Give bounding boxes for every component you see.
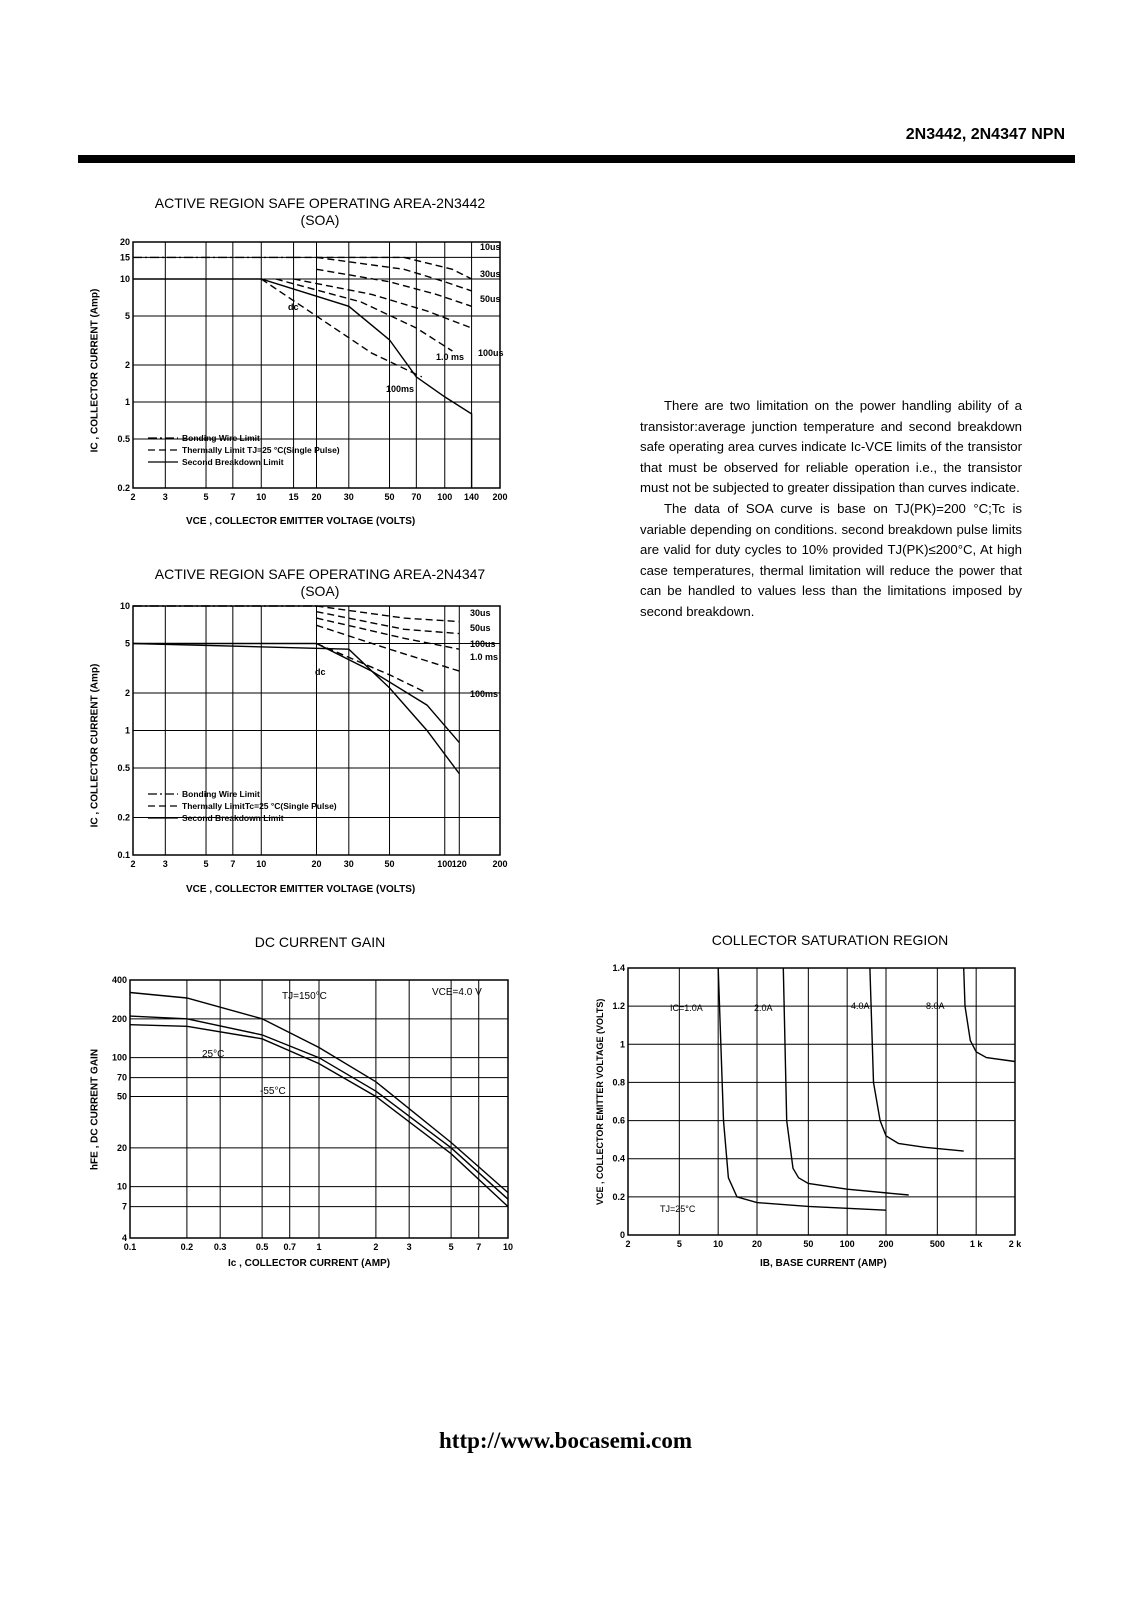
chart1-legend xyxy=(148,433,340,467)
x-tick-label: 10 xyxy=(256,492,267,502)
curve-annotation: TJ=150°C xyxy=(282,991,327,1002)
y-tick-label: 1.4 xyxy=(612,963,625,973)
y-tick-label: 4 xyxy=(121,1233,127,1243)
series-label: 8.0A xyxy=(926,1001,945,1011)
x-tick-label: 3 xyxy=(406,1242,412,1252)
legend-label: Thermally LimitTc=25 °C(Single Pulse) xyxy=(182,801,337,811)
chart1-xlabel: VCE , COLLECTOR EMITTER VOLTAGE (VOLTS) xyxy=(186,516,416,527)
y-tick-label: 10 xyxy=(119,601,130,611)
description-paragraph-1: There are two limitation on the power handling ability of a transistor:average junction temperature and second breakdown safe operating area curves indicate Ic-VCE limits of the transistor that must be observed for reliable operation i.e., the transistor must not be subjected to greater dissipation than curves indicate. xyxy=(640,398,1022,496)
x-tick-label: 100 xyxy=(839,1239,855,1249)
chart1-subtitle: (SOA) xyxy=(300,212,340,228)
series-line xyxy=(317,644,428,694)
curve-annotation: dc xyxy=(315,667,326,677)
legend-label: Thermally Limit TJ=25 °C(Single Pulse) xyxy=(182,445,340,455)
x-tick-label: 2 xyxy=(625,1239,631,1249)
curve-annotation: 25°C xyxy=(202,1049,225,1060)
y-tick-label: 20 xyxy=(116,1142,127,1153)
series-line xyxy=(261,279,422,377)
x-tick-label: 5 xyxy=(203,492,209,502)
x-tick-label: 5 xyxy=(203,859,209,869)
curve-annotation: dc xyxy=(288,302,299,312)
curve-annotation: 50us xyxy=(470,623,491,633)
x-tick-label: 30 xyxy=(343,492,354,502)
curve-annotation: 1.0 ms xyxy=(436,352,465,362)
series-line xyxy=(276,279,453,351)
chart1 xyxy=(117,237,507,502)
x-tick-label: 50 xyxy=(384,492,395,502)
y-tick-label: 200 xyxy=(111,1013,127,1024)
x-tick-label: 7 xyxy=(230,859,236,869)
x-tick-label: 1 k xyxy=(969,1239,983,1249)
y-tick-label: 1.2 xyxy=(612,1001,625,1012)
y-tick-label: 0.2 xyxy=(117,812,130,823)
y-tick-label: 0.1 xyxy=(117,850,130,860)
x-tick-label: 10 xyxy=(256,859,267,869)
legend-label: Bonding Wire Limit xyxy=(182,789,260,799)
x-tick-label: 20 xyxy=(311,859,322,869)
x-tick-label: 3 xyxy=(162,859,168,869)
y-tick-label: 100 xyxy=(111,1052,127,1063)
x-tick-label: 20 xyxy=(311,492,322,502)
x-tick-label: 50 xyxy=(803,1239,814,1249)
x-tick-label: 0.7 xyxy=(283,1242,296,1252)
curve-annotation: TJ=25°C xyxy=(660,1204,696,1214)
y-tick-label: 0.6 xyxy=(612,1115,625,1126)
x-tick-label: 0.1 xyxy=(123,1242,137,1252)
curve-annotation: 100ms xyxy=(470,689,499,699)
x-tick-label: 3 xyxy=(162,492,168,502)
x-tick-label: 200 xyxy=(878,1239,894,1249)
y-tick-label: 10 xyxy=(119,274,130,285)
x-tick-label: 500 xyxy=(929,1239,945,1249)
y-tick-label: 2 xyxy=(124,360,130,370)
chart2-ylabel: IC , COLLECTOR CURRENT (Amp) xyxy=(89,663,101,828)
legend-label: Bonding Wire Limit xyxy=(182,433,260,443)
x-tick-label: 30 xyxy=(343,859,354,869)
x-tick-label: 120 xyxy=(451,859,467,869)
curve-annotation: 100ms xyxy=(386,384,415,394)
curve-annotation: 30us xyxy=(480,269,501,279)
x-tick-label: 200 xyxy=(492,859,508,869)
x-tick-label: 100 xyxy=(437,859,453,869)
series-line xyxy=(317,257,472,291)
y-tick-label: 0.8 xyxy=(612,1077,625,1088)
series-line xyxy=(317,618,460,649)
chart4-ylabel: VCE , COLLECTOR EMITTER VOLTAGE (VOLTS) xyxy=(595,998,605,1205)
chart3-title: DC CURRENT GAIN xyxy=(254,934,386,950)
description-paragraph-2: The data of SOA curve is base on TJ(PK)=200 °C;Tc is variable depending on conditions. second breakdown pulse limits are valid for duty cycles to 10% provided TJ(PK)≤200°C, At high case temperatures, thermal limitation will reduce the power that can be handled to values less than the limitations imposed by second breakdown. xyxy=(640,500,1022,619)
series-label: 4.0A xyxy=(851,1001,870,1011)
series-line xyxy=(133,644,459,774)
x-tick-label: 140 xyxy=(464,492,480,502)
curve-annotation: 30us xyxy=(470,608,491,618)
y-tick-label: 1 xyxy=(124,725,130,736)
x-tick-label: 2 xyxy=(130,859,136,869)
x-tick-label: 2 xyxy=(373,1242,379,1252)
x-tick-label: 7 xyxy=(230,492,236,502)
x-tick-label: 15 xyxy=(288,492,299,502)
x-tick-label: 0.5 xyxy=(255,1242,269,1252)
x-tick-label: 2 xyxy=(130,492,136,502)
y-tick-label: 7 xyxy=(121,1201,127,1212)
x-tick-label: 50 xyxy=(384,859,395,869)
x-tick-label: 70 xyxy=(411,492,422,502)
y-tick-label: 1 xyxy=(619,1039,625,1050)
series-label: IC=1.0A xyxy=(670,1003,703,1013)
legend-label: Second Breakdown Limit xyxy=(182,457,284,467)
curve-annotation: 10us xyxy=(480,242,501,252)
series-line xyxy=(317,606,460,622)
series-line xyxy=(783,968,908,1195)
y-tick-label: 0.2 xyxy=(612,1191,625,1202)
curve-annotation: 100us xyxy=(478,348,504,358)
curve-annotation: 100us xyxy=(470,639,496,649)
y-tick-label: 1 xyxy=(124,397,130,408)
chart3-xlabel: Ic , COLLECTOR CURRENT (AMP) xyxy=(228,1258,391,1269)
y-tick-label: 50 xyxy=(116,1091,127,1102)
legend-label: Second Breakdown Limit xyxy=(182,813,284,823)
y-tick-label: 5 xyxy=(124,311,130,322)
x-tick-label: 0.2 xyxy=(180,1242,194,1252)
y-tick-label: 15 xyxy=(119,252,130,263)
y-tick-label: 20 xyxy=(119,237,130,247)
y-tick-label: 2 xyxy=(124,688,130,699)
curve-annotation: -55°C xyxy=(260,1086,286,1097)
x-tick-label: 20 xyxy=(751,1239,763,1249)
y-tick-label: 10 xyxy=(116,1181,127,1192)
curve-annotation: VCE=4.0 V xyxy=(432,987,482,998)
x-tick-label: 5 xyxy=(448,1242,454,1252)
chart4 xyxy=(612,963,1022,1249)
x-tick-label: 7 xyxy=(476,1242,482,1252)
x-tick-label: 10 xyxy=(713,1239,724,1249)
curve-annotation: 1.0 ms xyxy=(470,652,499,662)
chart3-ylabel: hFE , DC CURRENT GAIN xyxy=(89,1048,101,1171)
y-tick-label: 0.4 xyxy=(612,1153,625,1164)
series-label: 2.0A xyxy=(754,1003,773,1013)
chart2-xlabel: VCE , COLLECTOR EMITTER VOLTAGE (VOLTS) xyxy=(186,884,416,895)
footer-url[interactable]: http://www.bocasemi.com xyxy=(439,1428,692,1453)
chart1-title: ACTIVE REGION SAFE OPERATING AREA-2N3442 xyxy=(154,195,486,211)
header-part-numbers: 2N3442, 2N4347 NPN xyxy=(905,126,1065,143)
x-tick-label: 1 xyxy=(316,1242,322,1252)
y-tick-label: 70 xyxy=(116,1072,127,1083)
chart2-subtitle: (SOA) xyxy=(300,583,340,599)
chart1-ylabel: IC , COLLECTOR CURRENT (Amp) xyxy=(89,288,101,453)
y-tick-label: 0.5 xyxy=(117,434,130,445)
x-tick-label: 5 xyxy=(676,1239,682,1249)
y-tick-label: 0 xyxy=(619,1230,625,1240)
curve-annotation: 50us xyxy=(480,294,501,304)
y-tick-label: 5 xyxy=(124,638,130,649)
x-tick-label: 10 xyxy=(502,1242,514,1252)
x-tick-label: 200 xyxy=(492,492,508,502)
x-tick-label: 0.3 xyxy=(213,1242,227,1252)
series-line xyxy=(964,968,1015,1062)
chart4-title: COLLECTOR SATURATION REGION xyxy=(711,932,949,948)
chart2 xyxy=(117,601,507,869)
y-tick-label: 0.2 xyxy=(117,483,130,493)
series-line xyxy=(870,968,964,1151)
y-tick-label: 400 xyxy=(111,975,127,985)
chart2-title: ACTIVE REGION SAFE OPERATING AREA-2N4347 xyxy=(154,566,486,582)
y-tick-label: 0.5 xyxy=(117,762,130,773)
x-tick-label: 100 xyxy=(437,492,453,502)
series-line xyxy=(317,612,460,634)
chart4-xlabel: IB, BASE CURRENT (AMP) xyxy=(760,1258,887,1269)
chart3 xyxy=(112,975,513,1252)
x-tick-label: 2 k xyxy=(1008,1239,1022,1249)
